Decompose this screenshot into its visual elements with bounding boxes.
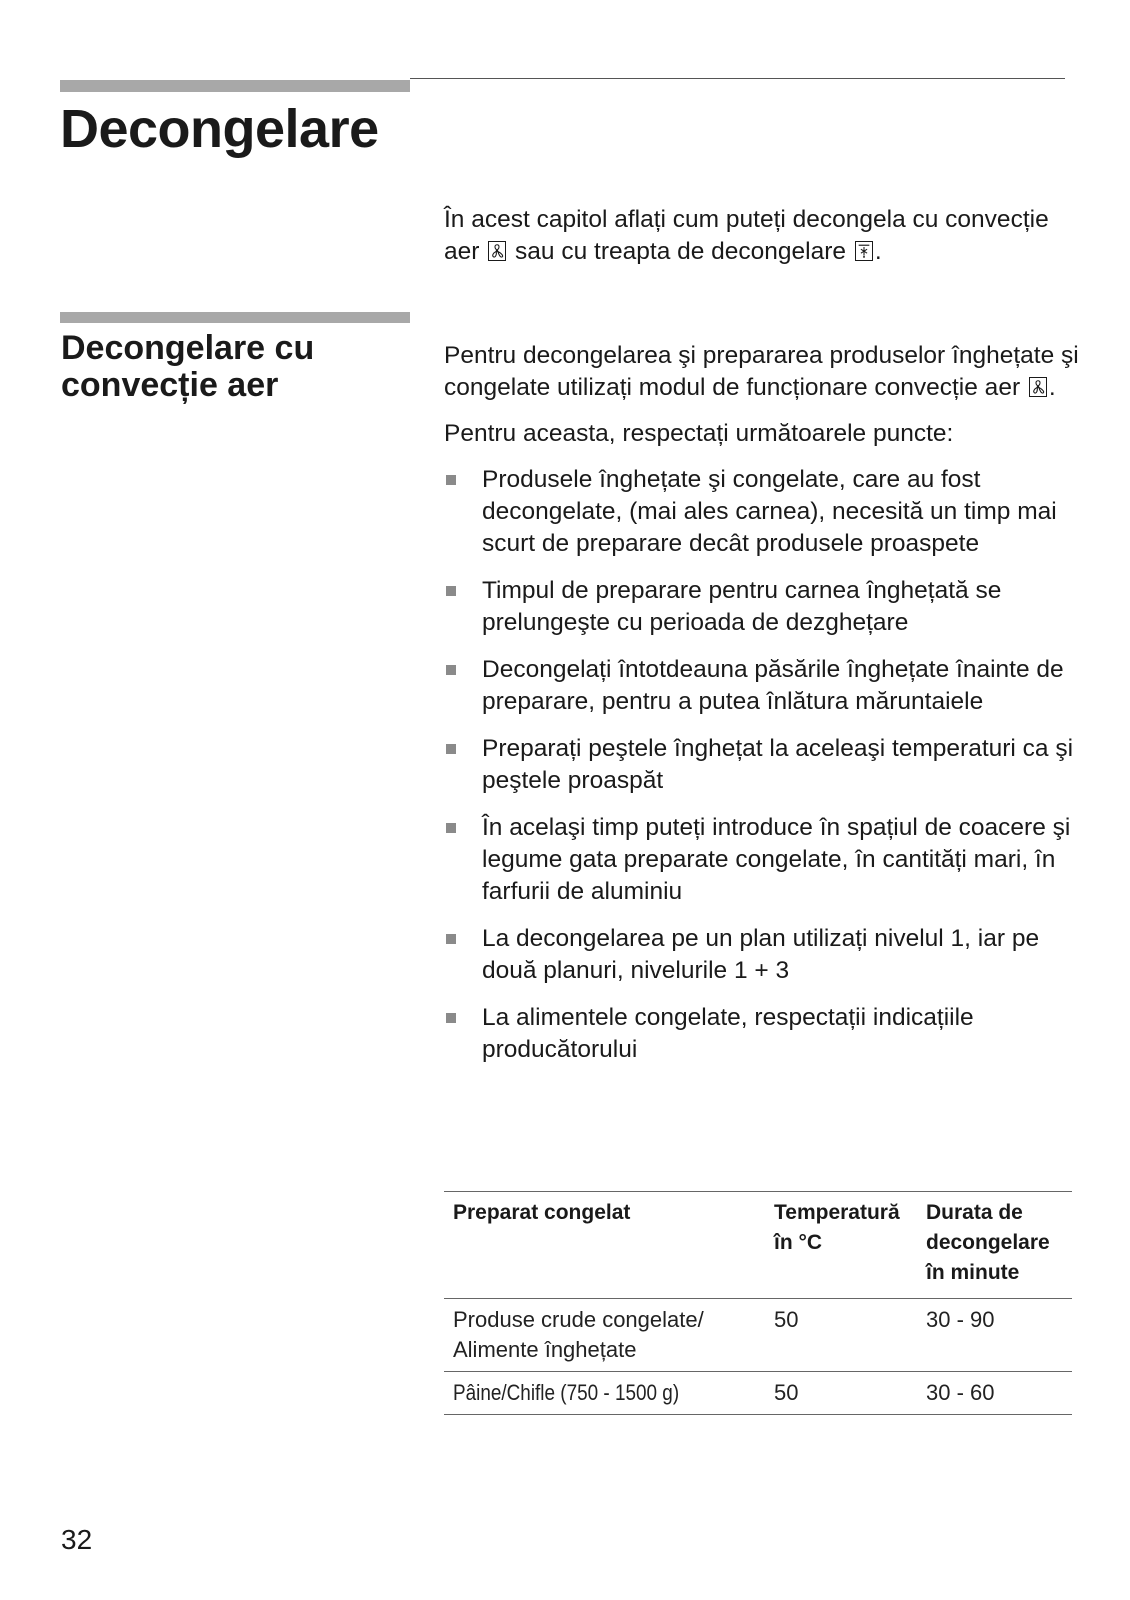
bullet-square-icon bbox=[446, 665, 456, 675]
header-rule-thin bbox=[410, 78, 1065, 79]
intro-paragraph bbox=[444, 204, 1084, 268]
list-item bbox=[444, 654, 1089, 718]
page-title: Decongelare bbox=[60, 99, 379, 159]
column-header-duration: Durata de decongelare în minute bbox=[917, 1192, 1072, 1299]
intro-text-2: sau cu treapta de decongelare bbox=[515, 238, 847, 265]
defrost-icon bbox=[855, 241, 873, 261]
intro-text-3: . bbox=[874, 238, 882, 265]
defrost-table bbox=[444, 1191, 1072, 1415]
section-title: Decongelare cu convecție aer bbox=[61, 329, 315, 404]
list-item bbox=[444, 1002, 1089, 1066]
list-item-text: Preparați peştele înghețat la aceleaşi temperaturi ca şi peştele proaspăt bbox=[482, 735, 1074, 794]
bullet-square-icon bbox=[446, 823, 456, 833]
list-item bbox=[444, 812, 1089, 908]
section-body bbox=[444, 340, 1089, 1081]
column-header-temperature: Temperatură în °C bbox=[765, 1192, 917, 1299]
section-rule bbox=[60, 312, 410, 323]
bullet-square-icon bbox=[446, 475, 456, 485]
cell-product: Produse crude congelate/ Alimente înghețate bbox=[444, 1299, 765, 1372]
cell-temperature: 50 bbox=[765, 1372, 917, 1415]
list-item bbox=[444, 923, 1089, 987]
cell-duration: 30 - 60 bbox=[917, 1372, 1072, 1415]
list-item-text: La alimentele congelate, respectații indicațiile producătorului bbox=[482, 1004, 974, 1063]
column-header-product: Preparat congelat bbox=[444, 1192, 765, 1299]
table-header-row bbox=[444, 1192, 1072, 1299]
page-number: 32 bbox=[61, 1524, 93, 1555]
list-item-text: În acelaşi timp puteți introduce în spațiul de coacere şi legume gata preparate congelate, în cantități mari, în farfurii de aluminiu bbox=[482, 814, 1071, 905]
list-item-text: Decongelați întotdeauna păsările înghețate înainte de preparare, pentru a putea înlătura măruntaiele bbox=[482, 656, 1064, 715]
table-row bbox=[444, 1372, 1072, 1415]
list-item bbox=[444, 575, 1089, 639]
cell-temperature: 50 bbox=[765, 1299, 917, 1372]
cell-product bbox=[444, 1372, 765, 1415]
intro-text-1: În acest capitol aflați cum puteți decongela cu convecție aer bbox=[444, 206, 1049, 265]
bullet-square-icon bbox=[446, 1013, 456, 1023]
table-row bbox=[444, 1299, 1072, 1372]
list-item-text: Timpul de preparare pentru carnea înghețată se prelungeşte cu perioada de dezghețare bbox=[482, 577, 1002, 636]
bullet-square-icon bbox=[446, 744, 456, 754]
section-paragraph-1-text: Pentru decongelarea şi prepararea produselor înghețate şi congelate utilizați modul de funcționare convecție aer bbox=[444, 342, 1079, 401]
list-item bbox=[444, 733, 1089, 797]
section-paragraph-1-end: . bbox=[1048, 374, 1056, 401]
bullet-list bbox=[444, 464, 1089, 1066]
list-item bbox=[444, 464, 1089, 560]
section-paragraph-2: Pentru aceasta, respectați următoarele puncte: bbox=[444, 420, 954, 447]
header-rule-thick bbox=[60, 80, 410, 92]
section-paragraph-1 bbox=[444, 340, 1089, 404]
list-item-text: Produsele înghețate şi congelate, care au fost decongelate, (mai ales carnea), necesită un timp mai scurt de preparare decât produsele proaspete bbox=[482, 466, 1057, 557]
cell-product-text: Pâine/Chifle (750 - 1500 g) bbox=[453, 1380, 680, 1405]
bullet-square-icon bbox=[446, 586, 456, 596]
convection-fan-icon bbox=[1029, 377, 1047, 397]
cell-duration: 30 - 90 bbox=[917, 1299, 1072, 1372]
list-item-text: La decongelarea pe un plan utilizați nivelul 1, iar pe două planuri, nivelurile 1 + 3 bbox=[482, 925, 1040, 984]
convection-fan-icon bbox=[488, 241, 506, 261]
bullet-square-icon bbox=[446, 934, 456, 944]
